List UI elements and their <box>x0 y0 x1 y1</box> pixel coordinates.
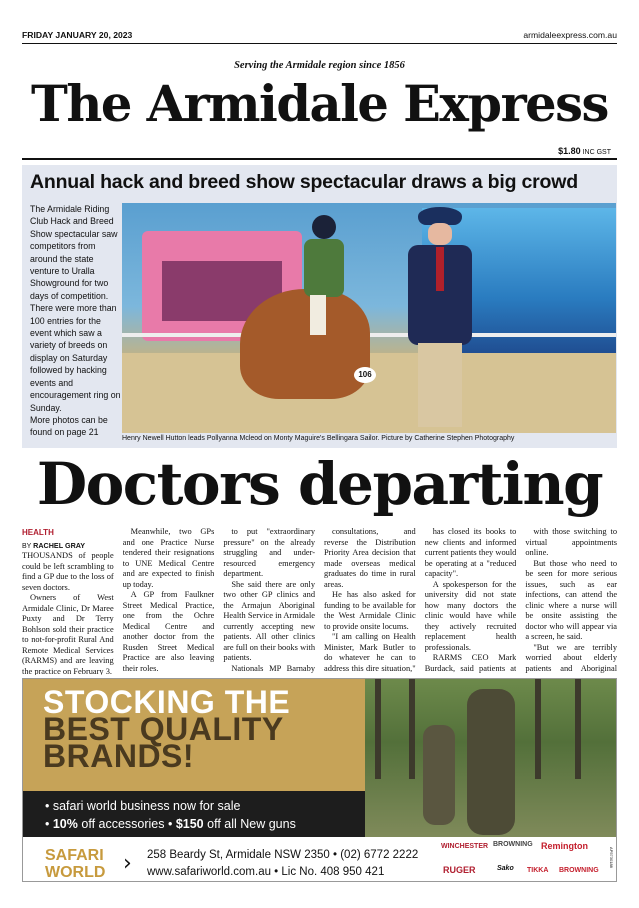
story-paragraph: She said there are only two other GP clinics and the Armajun Aboriginal Health Service in Armidale currently accepting new patients. All other clinics are full on their books with patients. <box>223 579 316 662</box>
photo-hunter-child <box>423 725 455 825</box>
story-paragraph: But those who need to be seen for more serious issues, such as ear infections, can attend the clinic where a nurse will be onsite assisting the doctor who will appear via a screen, he said. <box>525 558 618 641</box>
feature-story <box>22 165 617 448</box>
rider-number: 106 <box>354 367 376 383</box>
story-column-4 <box>324 527 416 675</box>
feature-blurb-text: The Armidale Riding Club Hack and Breed Show spectacular saw competitors from around the state venture to Uralla Showground for two days of competition. There were more than 100 entries for the event which saw a variety of breeds on display on Saturday followed by hacking events and encouragement ring on Sunday. <box>30 204 121 413</box>
ad-bullets <box>45 797 296 833</box>
brand-logo: Remington <box>541 841 588 851</box>
ad-footer <box>23 837 616 881</box>
byline-name: RACHEL GRAY <box>33 541 86 550</box>
story-paragraph: with those switching to virtual appointments online. <box>525 527 618 557</box>
photo-caption: Henry Newell Hutton leads Pollyanna Mcleod on Monty Maguire's Bellingara Sailor. Picture by Catherine Stephen Photography <box>122 435 515 442</box>
brand-logo: BROWNING <box>559 867 599 874</box>
ad-website[interactable]: www.safariworld.com.au • Lic No. 408 950 421 <box>147 866 385 878</box>
feature-headline: Annual hack and breed show spectacular draws a big crowd <box>30 171 578 193</box>
story-paragraph <box>123 674 215 675</box>
story-column-5 <box>425 527 517 675</box>
story-paragraph: to put "extraordinary pressure" on the already struggling and under-resourced emergency department. <box>223 527 316 578</box>
story-byline <box>22 541 85 550</box>
safari-world-logo: SAFARI WORLD <box>45 847 106 881</box>
brand-logo: WINCHESTER <box>441 843 489 850</box>
feature-photo <box>122 203 616 433</box>
safari-world-ad[interactable] <box>22 678 617 882</box>
top-bar <box>22 26 617 44</box>
feature-blurb <box>30 203 122 439</box>
photo-handler <box>400 207 480 427</box>
ad-contact <box>147 847 418 881</box>
story-paragraph: consultations, and reverse the Distribution Priority Area decision that made overseas medical graduates do time in rural areas. <box>324 527 416 589</box>
main-headline: Doctors departing <box>36 450 603 518</box>
cover-price <box>558 146 611 156</box>
story-columns <box>22 527 617 675</box>
ad-address: 258 Beardy St, Armidale NSW 2350 • (02) 6772 2222 <box>147 849 419 861</box>
brand-logo: RUGER <box>443 865 476 875</box>
story-paragraph: Nationals MP Barnaby <box>231 663 316 673</box>
ad-line-2: BEST QUALITY <box>43 711 284 747</box>
story-paragraph: He has also asked for funding to be available for the West Armidale Clinic to provide onsite locums. <box>324 590 416 631</box>
story-column-3 <box>223 527 315 675</box>
story-paragraph: "But we are terribly worried about elderly patients and Aboriginal <box>525 642 618 673</box>
masthead-title: The Armidale Express <box>31 74 608 133</box>
story-column-6 <box>525 527 617 675</box>
feature-more-link: More photos can be found on page 21 <box>30 414 108 438</box>
issue-date: FRIDAY JANUARY 20, 2023 <box>22 29 133 40</box>
ad-hunters-photo <box>365 679 616 837</box>
brand-logo: Sako <box>497 865 514 872</box>
story-paragraph: THOUSANDS of people could be left scrambling to find a GP due to the loss of seven doctors. <box>22 551 114 592</box>
price-value: $1.80 <box>558 146 581 156</box>
ad-line-1: STOCKING THE <box>43 684 291 720</box>
photo-hunter-adult <box>467 689 515 835</box>
story-column-2 <box>123 527 215 675</box>
ad-bullet-1: • safari world business now for sale <box>45 799 241 813</box>
ad-line-3: BRANDS! <box>43 738 195 774</box>
story-kicker: HEALTH <box>22 528 54 537</box>
story-paragraph: Meanwhile, two GPs and one Practice Nurse tendered their resignations to UNE Medical Centre and are expected to finish up today. <box>122 527 215 589</box>
photo-rider <box>300 215 346 335</box>
ad-gold-panel <box>23 679 365 791</box>
story-paragraph: RARMS CEO Mark Burdack, said patients at <box>424 653 517 673</box>
story-paragraph: A GP from Faulkner Street Medical Practice, one from the Ochre Medical Centre and another doctor from the Rusden Street Medical Practice are also leaving their roles. <box>122 590 215 673</box>
story-paragraph: A spokesperson for the university did not state how many doctors the clinic would have while they actively recruited replacement health professionals. <box>424 579 517 652</box>
byline-prefix: BY <box>22 543 32 550</box>
story-paragraph: "I am calling on Health Minister, Mark Butler to do whatever he can to address this dire situation," <box>324 632 416 673</box>
brand-logo: TIKKA <box>527 867 549 874</box>
price-note: INC GST <box>582 149 611 156</box>
ad-code: AP5730188 <box>609 847 614 868</box>
story-paragraph: Owners of West Armidale Clinic, Dr Maree Puxty and Dr Terry Bohlson sold their practice to not-for-profit Rural And Remote Medical Services (RARMS) and are leaving the practice on February 3. <box>22 593 114 675</box>
masthead-rule <box>22 158 617 160</box>
tagline: Serving the Armidale region since 1856 <box>234 60 405 71</box>
brand-logo: BROWNING <box>493 841 533 848</box>
ad-bullet-2: • 10% off accessories • $150 off all New guns <box>45 817 296 831</box>
brand-logos <box>441 841 601 881</box>
ad-headline <box>43 684 291 774</box>
site-url[interactable]: armidaleexpress.com.au <box>523 29 617 40</box>
chevron-right-icon: › <box>123 851 132 876</box>
story-paragraph: has closed its books to new clients and informed current patients they would be operating at a "reduced capacity". <box>424 527 517 578</box>
